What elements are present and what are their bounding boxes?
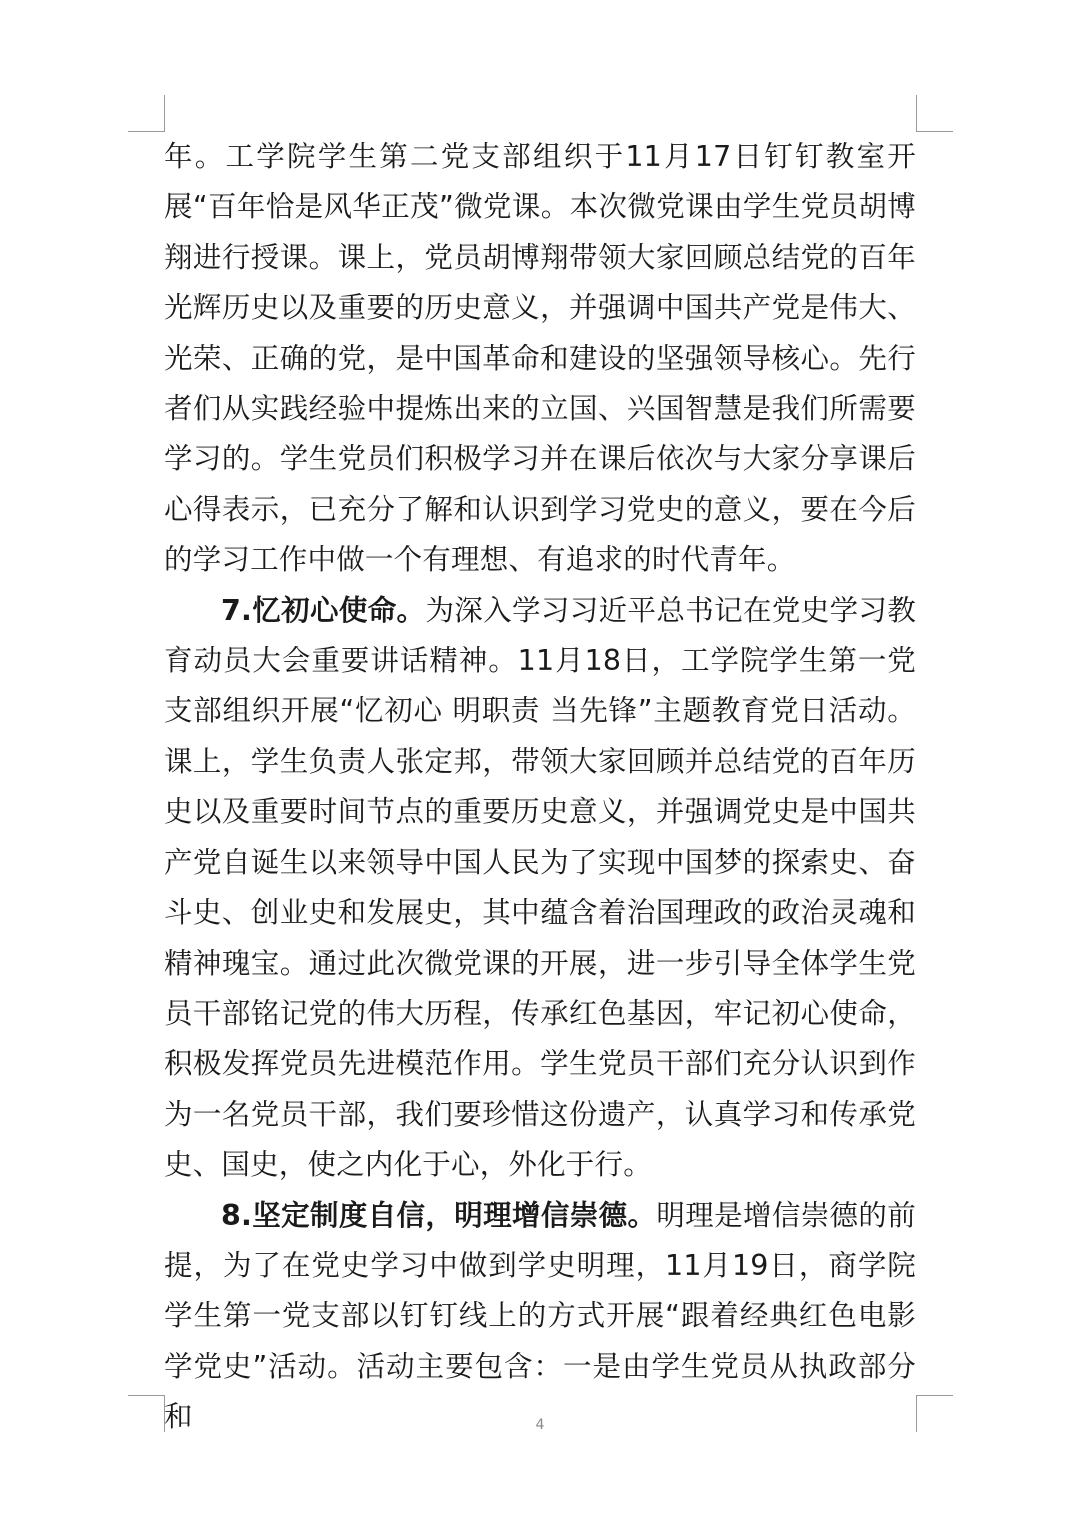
paragraph-body: 明理是增信崇德的前提，为了在党史学习中做到学史明理，11月19日，商学院学生第一党支部以钉钉线上的方式开展“跟着经典红色电影学党史”活动。活动主要包含：一是由学生党员从执政部分和 <box>164 1198 916 1434</box>
paragraph-section-7 <box>164 586 916 1191</box>
paragraph-body: 年。工学院学生第二党支部组织于11月17日钉钉教室开展“百年恰是风华正茂”微党课。本次微党课由学生党员胡博翔进行授课。课上，党员胡博翔带领大家回顾总结党的百年光辉历史以及重要的历史意义，并强调中国共产党是伟大、光荣、正确的党，是中国革命和建设的坚强领导核心。先行者们从实践经验中提炼出来的立国、兴国智慧是我们所需要学习的。学生党员们积极学习并在课后依次与大家分享课后心得表示，已充分了解和认识到学习党史的意义，要在今后的学习工作中做一个有理想、有追求的时代青年。 <box>164 140 916 577</box>
crop-mark-top-left <box>128 95 165 132</box>
section-heading: 8.坚定制度自信，明理增信崇德。 <box>221 1198 657 1232</box>
body-text <box>164 132 916 1443</box>
paragraph-section-8 <box>164 1191 916 1443</box>
section-heading: 7.忆初心使命。 <box>221 593 426 627</box>
paragraph-continuation <box>164 132 916 586</box>
crop-mark-top-right <box>916 95 953 132</box>
paragraph-body: 为深入学习习近平总书记在党史学习教育动员大会重要讲话精神。11月18日，工学院学生第一党支部组织开展“忆初心 明职责 当先锋”主题教育党日活动。课上，学生负责人张定邦，带领大家回顾并总结党的百年历史以及重要时间节点的重要历史意义，并强调党史是中国共产党自诞生以来领导中国人民为了实现中国梦的探索史、奋斗史、创业史和发展史，其中蕴含着治国理政的政治灵魂和精神瑰宝。通过此次微党课的开展，进一步引导全体学生党员干部铭记党的伟大历程，传承红色基因，牢记初心使命，积极发挥党员先进模范作用。学生党员干部们充分认识到作为一名党员干部，我们要珍惜这份遗产，认真学习和传承党史、国史，使之内化于心，外化于行。 <box>164 593 917 1182</box>
page-number: 4 <box>535 1417 545 1433</box>
